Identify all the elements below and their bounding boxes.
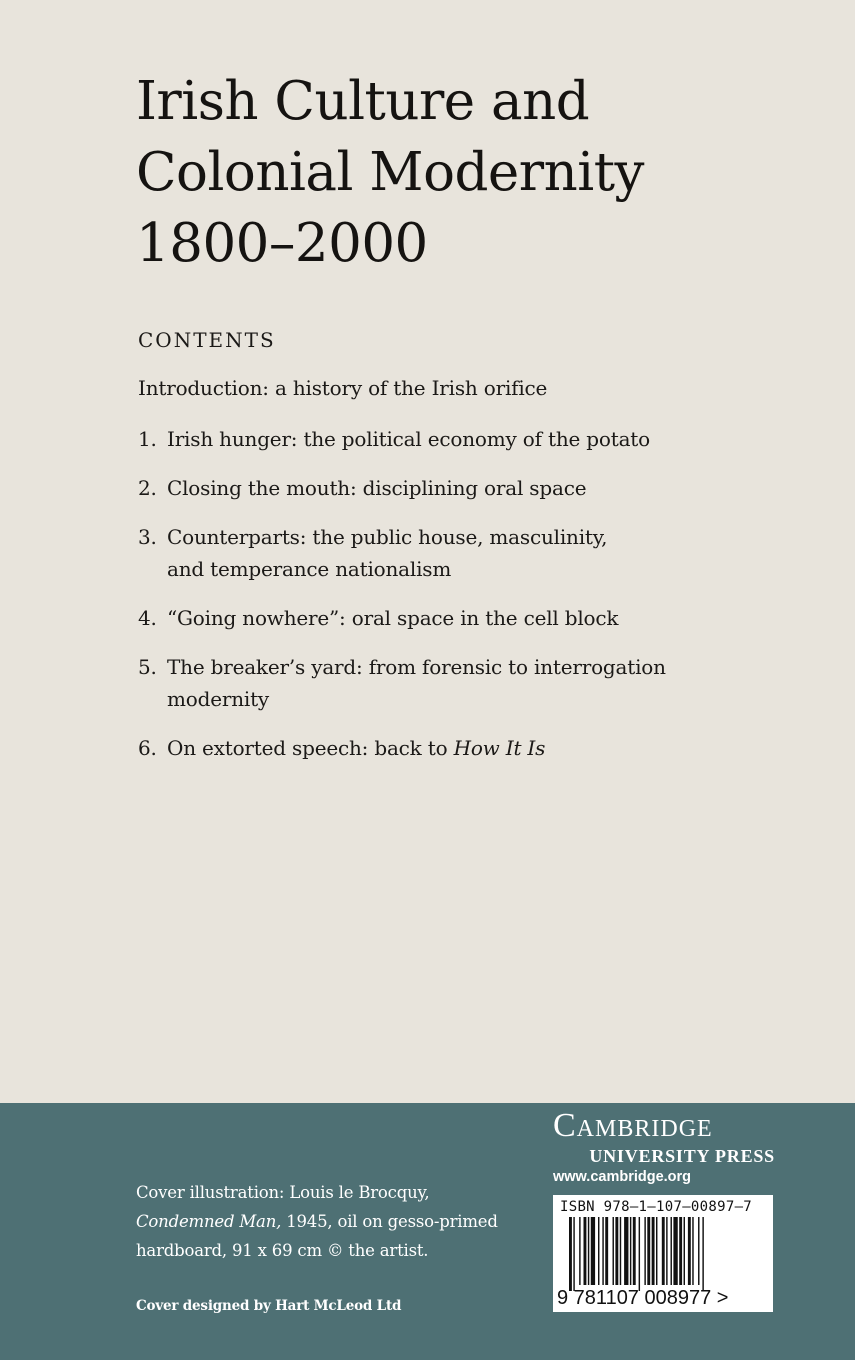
publisher-subtitle: UNIVERSITY PRESS <box>589 1146 775 1166</box>
chapter-number: 2. <box>138 476 157 500</box>
chapter-number: 4. <box>138 606 157 630</box>
contents-heading: CONTENTS <box>138 328 276 352</box>
chapter-title: “Going nowhere”: oral space in the cell block <box>167 606 619 630</box>
barcode-digits: 9 781107 008977 > <box>557 1287 729 1309</box>
contents-introduction: Introduction: a history of the Irish orifice <box>138 376 548 400</box>
chapter-number: 1. <box>138 427 157 451</box>
chapter-item <box>138 651 698 715</box>
chapter-title: Irish hunger: the political economy of the potato <box>167 427 650 451</box>
chapter-number: 5. <box>138 655 157 679</box>
chapter-title: On extorted speech: back to <box>167 736 454 760</box>
chapter-title-line-1: The breaker’s yard: from forensic to interrogation <box>167 655 666 679</box>
title-line-2: Colonial Modernity <box>136 142 644 203</box>
publisher-url: www.cambridge.org <box>553 1169 692 1185</box>
title-line-3: 1800–2000 <box>136 213 428 274</box>
publisher-logo <box>553 1106 775 1187</box>
publisher-name: Cambridge <box>553 1107 713 1144</box>
title-line-1: Irish Culture and <box>136 71 590 132</box>
chapter-title-line-2: and temperance nationalism <box>167 557 452 581</box>
artwork-title: Condemned Man, <box>136 1212 282 1231</box>
chapter-title-italic: How It Is <box>453 736 546 760</box>
cover-designer-credit: Cover designed by Hart McLeod Ltd <box>136 1298 402 1314</box>
chapter-number: 3. <box>138 525 157 549</box>
chapter-item <box>138 521 698 585</box>
credit-line-1: Cover illustration: Louis le Brocquy, <box>136 1183 430 1202</box>
chapter-title-line-2: modernity <box>167 687 270 711</box>
chapter-item <box>138 602 698 634</box>
credit-line-3: hardboard, 91 x 69 cm © the artist. <box>136 1241 429 1260</box>
chapter-item <box>138 472 698 504</box>
chapter-number: 6. <box>138 736 157 760</box>
isbn-label: ISBN 978–1–107–00897–7 <box>560 1199 753 1215</box>
table-of-contents <box>138 326 698 781</box>
chapter-item <box>138 423 698 455</box>
cover-illustration-credit <box>136 1178 516 1265</box>
credit-line-2: 1945, oil on gesso-primed <box>281 1212 498 1231</box>
chapter-item <box>138 732 698 764</box>
chapter-title: Closing the mouth: disciplining oral space <box>167 476 587 500</box>
book-title <box>136 66 644 279</box>
chapter-title-line-1: Counterparts: the public house, masculinity, <box>167 525 608 549</box>
isbn-barcode-panel <box>553 1195 773 1312</box>
chapter-list <box>138 423 698 764</box>
